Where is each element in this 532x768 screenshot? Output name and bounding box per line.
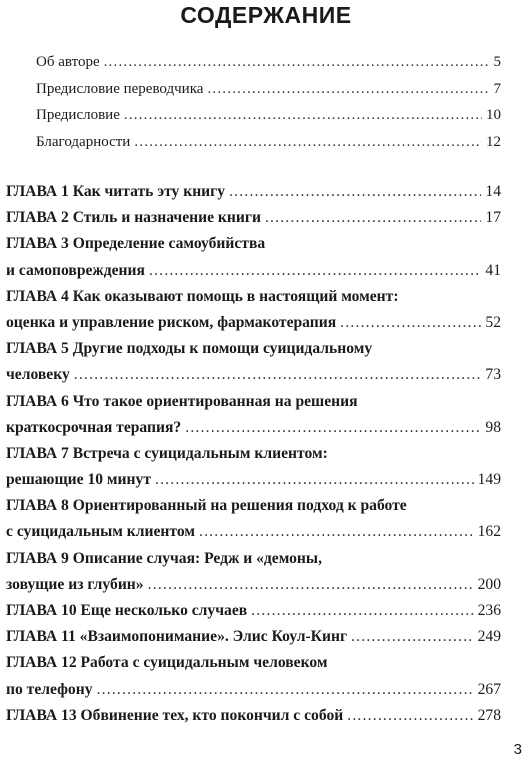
toc-entry-label: Благодарности — [36, 133, 131, 150]
toc-entry-label: Предисловие переводчика — [36, 80, 204, 97]
chapter-list — [6, 181, 501, 731]
dot-leader — [155, 469, 474, 491]
toc-chapter-11[interactable] — [6, 626, 501, 652]
chapter-title-continued: человеку — [6, 366, 70, 384]
toc-entry-preface[interactable] — [36, 104, 501, 131]
chapter-title: ГЛАВА 8 Ориентированный на решения подход к работе — [6, 497, 407, 515]
toc-entry-page: 12 — [486, 133, 501, 150]
dot-leader — [97, 679, 474, 701]
chapter-page: 14 — [485, 183, 501, 200]
toc-chapter-6-line-2[interactable] — [6, 417, 501, 443]
dot-leader — [199, 521, 474, 543]
chapter-title: ГЛАВА 7 Встреча с суицидальным клиентом: — [6, 444, 328, 462]
dot-leader — [229, 181, 481, 203]
chapter-title: ГЛАВА 5 Другие подходы к помощи суицидальному — [6, 340, 373, 358]
chapter-page: 41 — [485, 261, 501, 279]
chapter-title-continued: с суицидальным клиентом — [6, 523, 195, 541]
chapter-title-continued: и самоповреждения — [6, 261, 145, 279]
chapter-title: ГЛАВА 12 Работа с суицидальным человеком — [6, 654, 328, 672]
dot-leader — [148, 574, 474, 596]
chapter-page: 52 — [485, 313, 501, 331]
dot-leader — [251, 600, 473, 622]
chapter-title: ГЛАВА 2 Стиль и назначение книги — [6, 209, 261, 227]
page-number: 3 — [513, 741, 522, 758]
chapter-page: 17 — [485, 209, 501, 227]
chapter-title: ГЛАВА 9 Описание случая: Редж и «демоны, — [6, 549, 322, 567]
chapter-page: 267 — [477, 680, 501, 698]
chapter-page: 149 — [477, 471, 501, 489]
dot-leader — [340, 312, 481, 334]
toc-chapter-1[interactable] — [6, 181, 501, 207]
chapter-title-continued: зовущие из глубин» — [6, 575, 144, 593]
toc-chapter-12-line-2[interactable] — [6, 679, 501, 705]
dot-leader — [351, 626, 474, 648]
dot-leader — [134, 131, 482, 153]
toc-entry-acknowledgements[interactable] — [36, 131, 501, 158]
chapter-title: ГЛАВА 6 Что такое ориентированная на решения — [6, 392, 358, 410]
chapter-title-continued: краткосрочная терапия? — [6, 418, 182, 436]
toc-chapter-6-line-1[interactable] — [6, 391, 501, 417]
chapter-title: ГЛАВА 4 Как оказывают помощь в настоящий момент: — [6, 287, 399, 305]
toc-chapter-13[interactable] — [6, 705, 501, 731]
chapter-title: ГЛАВА 10 Еще несколько случаев — [6, 602, 248, 619]
chapter-page: 200 — [477, 575, 501, 593]
chapter-title-continued: решающие 10 минут — [6, 471, 151, 489]
toc-chapter-7-line-1[interactable] — [6, 443, 501, 469]
toc-entry-label: Предисловие — [36, 107, 120, 123]
toc-entry-page: 10 — [486, 107, 501, 123]
toc-entry-about-author[interactable] — [36, 51, 501, 78]
chapter-title: ГЛАВА 11 «Взаимопонимание». Элис Коул-Кинг — [6, 628, 348, 646]
toc-chapter-2[interactable] — [6, 207, 501, 233]
chapter-page: 98 — [485, 418, 501, 436]
toc-chapter-5-line-1[interactable] — [6, 338, 501, 364]
toc-entry-label: Об авторе — [36, 54, 100, 70]
dot-leader — [104, 51, 490, 73]
dot-leader — [124, 104, 482, 126]
toc-chapter-3-line-1[interactable] — [6, 233, 501, 259]
dot-leader — [74, 364, 482, 386]
toc-chapter-9-line-1[interactable] — [6, 548, 501, 574]
chapter-page: 162 — [477, 523, 501, 541]
chapter-page: 249 — [477, 628, 501, 646]
toc-chapter-9-line-2[interactable] — [6, 574, 501, 600]
toc-entry-translator-preface[interactable] — [36, 78, 501, 105]
dot-leader — [149, 260, 481, 282]
toc-chapter-8-line-1[interactable] — [6, 495, 501, 521]
chapter-title: ГЛАВА 13 Обвинение тех, кто покончил с собой — [6, 706, 344, 724]
toc-chapter-4-line-2[interactable] — [6, 312, 501, 338]
chapter-page: 73 — [485, 366, 501, 384]
chapter-title-continued: по телефону — [6, 680, 93, 698]
dot-leader — [265, 207, 481, 229]
toc-chapter-10[interactable] — [6, 600, 501, 626]
toc-chapter-7-line-2[interactable] — [6, 469, 501, 495]
front-matter-list — [36, 51, 501, 157]
chapter-page: 278 — [477, 706, 501, 724]
page-title: СОДЕРЖАНИЕ — [180, 2, 352, 28]
toc-chapter-3-line-2[interactable] — [6, 260, 501, 286]
dot-leader — [347, 705, 473, 727]
toc-chapter-8-line-2[interactable] — [6, 521, 501, 547]
dot-leader — [207, 78, 489, 100]
chapter-title-continued: оценка и управление риском, фармакотерапия — [6, 313, 337, 331]
chapter-page: 236 — [477, 602, 501, 619]
toc-chapter-12-line-1[interactable] — [6, 652, 501, 678]
toc-entry-page: 5 — [493, 54, 501, 70]
toc-chapter-5-line-2[interactable] — [6, 364, 501, 390]
chapter-title: ГЛАВА 1 Как читать эту книгу — [6, 183, 226, 200]
toc-entry-page: 7 — [493, 80, 501, 97]
chapter-title: ГЛАВА 3 Определение самоубийства — [6, 235, 266, 253]
dot-leader — [185, 417, 481, 439]
toc-chapter-4-line-1[interactable] — [6, 286, 501, 312]
